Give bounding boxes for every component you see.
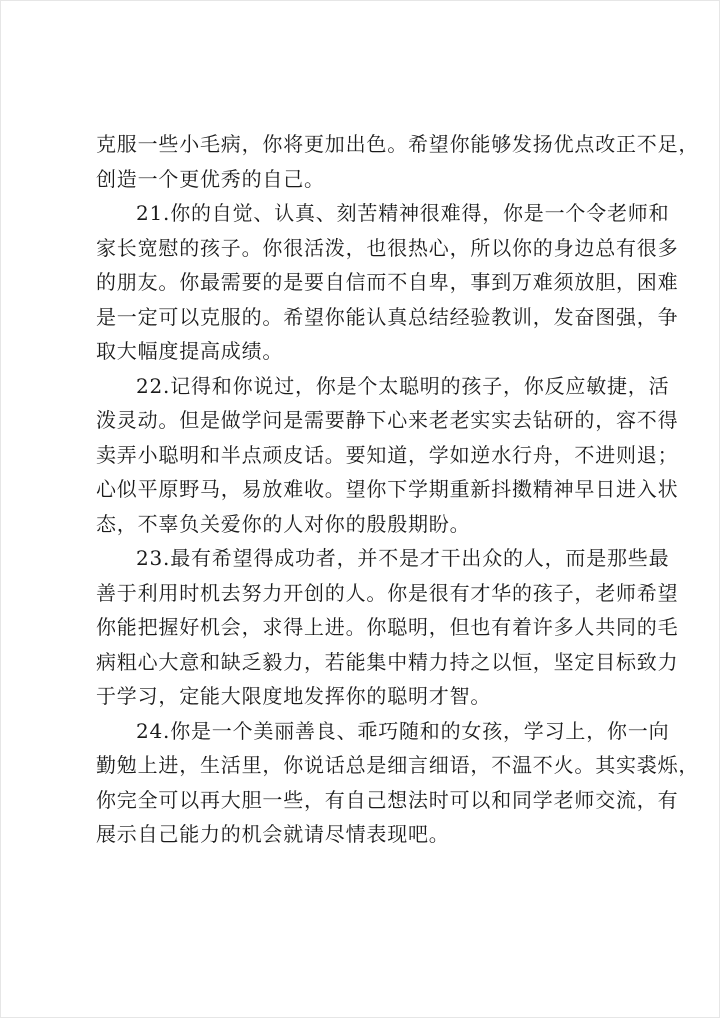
text-line: 勤勉上进，生活里，你说话总是细言细语，不温不火。其实裘烁， [96, 753, 700, 777]
text-line: 21.你的自觉、认真、刻苦精神很难得，你是一个令老师和 [136, 201, 670, 225]
document-body [96, 127, 700, 852]
text-line: 于学习，定能大限度地发挥你的聪明才智。 [96, 684, 492, 708]
text-line: 22.记得和你说过，你是个太聪明的孩子，你反应敏捷，活 [136, 373, 670, 398]
text-line: 心似平原野马，易放难收。望你下学期重新抖擞精神早日进入状 [96, 477, 679, 501]
paragraph-23 [96, 541, 679, 714]
text-line: 展示自己能力的机会就请尽情表现吧。 [96, 822, 450, 846]
text-line: 你完全可以再大胆一些，有自己想法时可以和同学老师交流，有 [96, 787, 679, 812]
text-line: 你能把握好机会，求得上进。你聪明，但也有着许多人共同的毛 [96, 615, 679, 639]
text-line: 24.你是一个美丽善良、乖巧随和的女孩，学习上，你一向 [136, 718, 670, 743]
text-line: 病粗心大意和缺乏毅力，若能集中精力持之以恒，坚定目标致力 [96, 649, 679, 674]
paragraph-continued [96, 127, 700, 196]
text-line: 泼灵动。但是做学问是需要静下心来老老实实去钻研的，容不得 [96, 408, 679, 432]
text-line: 是一定可以克服的。希望你能认真总结经验教训，发奋图强，争 [96, 304, 679, 329]
text-line: 卖弄小聪明和半点顽皮话。要知道，学如逆水行舟，不进则退； [96, 442, 679, 467]
text-line: 的朋友。你最需要的是要自信而不自卑，事到万难须放胆，困难 [96, 270, 679, 294]
paragraph-24 [96, 714, 700, 852]
text-line: 创造一个更优秀的自己。 [96, 166, 325, 191]
paragraph-22 [96, 369, 679, 542]
text-line: 克服一些小毛病，你将更加出色。希望你能够发扬优点改正不足， [96, 132, 700, 156]
text-line: 取大幅度提高成绩。 [96, 339, 284, 363]
text-line: 家长宽慰的孩子。你很活泼，也很热心，所以你的身边总有很多 [96, 235, 679, 260]
text-line: 23.最有希望得成功者，并不是才干出众的人，而是那些最 [136, 546, 670, 570]
text-line: 善于利用时机去努力开创的人。你是很有才华的孩子，老师希望 [96, 580, 679, 605]
text-line: 态，不辜负关爱你的人对你的殷殷期盼。 [96, 511, 471, 536]
paragraph-21 [96, 196, 679, 369]
